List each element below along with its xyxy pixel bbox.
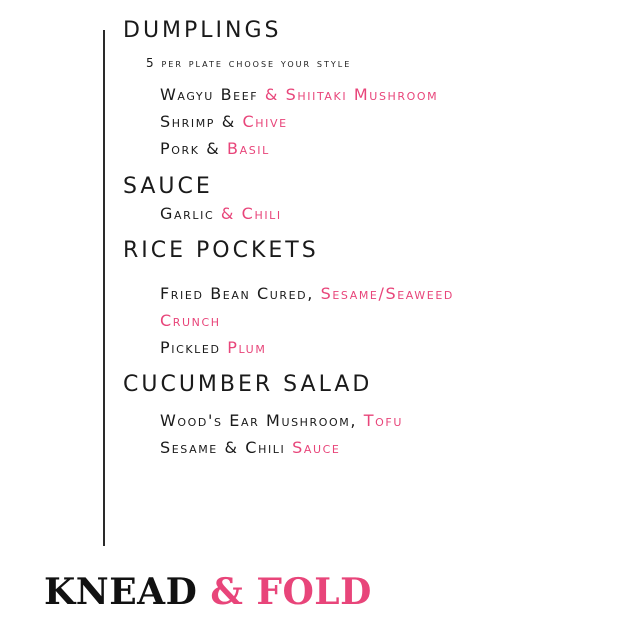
menu-item-woods-ear-mushroom — [160, 413, 403, 429]
menu-item-accent-text: Sauce — [292, 438, 341, 457]
section-heading-cucumber-salad: CUCUMBER SALAD — [123, 372, 373, 397]
menu-item-pickled-plum — [160, 340, 266, 356]
menu-item-text: Fried Bean Cured, — [160, 284, 314, 303]
brand-logo — [44, 571, 372, 613]
menu-item-accent-text: Sesame/Seaweed — [320, 284, 454, 303]
menu-item-accent-text: Tofu — [363, 411, 403, 430]
menu-item-text: Sesame & Chili — [160, 438, 286, 457]
menu-item-text: Shrimp & — [160, 112, 236, 131]
menu-item-wagyu-beef — [160, 87, 438, 103]
menu-item-text: Wood's Ear Mushroom, — [160, 411, 358, 430]
brand-name-main: KNEAD — [44, 571, 198, 613]
menu-item-shrimp — [160, 114, 288, 130]
menu-item-text: Pork & — [160, 139, 221, 158]
menu-item-fried-bean-cured — [160, 286, 454, 302]
section-heading-rice-pockets: RICE POCKETS — [123, 238, 319, 263]
menu-item-sesame-chili — [160, 440, 340, 456]
menu-item-pork — [160, 141, 270, 157]
section-heading-dumplings: DUMPLINGS — [123, 18, 282, 43]
menu-item-accent-text: & Shiitaki Mushroom — [264, 85, 439, 104]
menu-item-accent-text: Plum — [227, 338, 267, 357]
menu-item-text: Wagyu Beef — [160, 85, 259, 104]
vertical-divider — [103, 30, 105, 546]
section-note-dumplings: 5 per plate choose your style — [146, 56, 352, 70]
menu-item-crunch — [160, 313, 221, 329]
menu-item-text: Pickled — [160, 338, 221, 357]
brand-name-accent: & FOLD — [210, 571, 372, 613]
menu-item-accent-text: Crunch — [160, 311, 221, 330]
menu-item-text: Garlic — [160, 204, 215, 223]
section-heading-sauce: SAUCE — [123, 174, 213, 199]
menu-item-accent-text: Basil — [227, 139, 270, 158]
menu-item-accent-text: & Chili — [220, 204, 282, 223]
menu-item-garlic — [160, 206, 282, 222]
menu-item-accent-text: Chive — [242, 112, 288, 131]
